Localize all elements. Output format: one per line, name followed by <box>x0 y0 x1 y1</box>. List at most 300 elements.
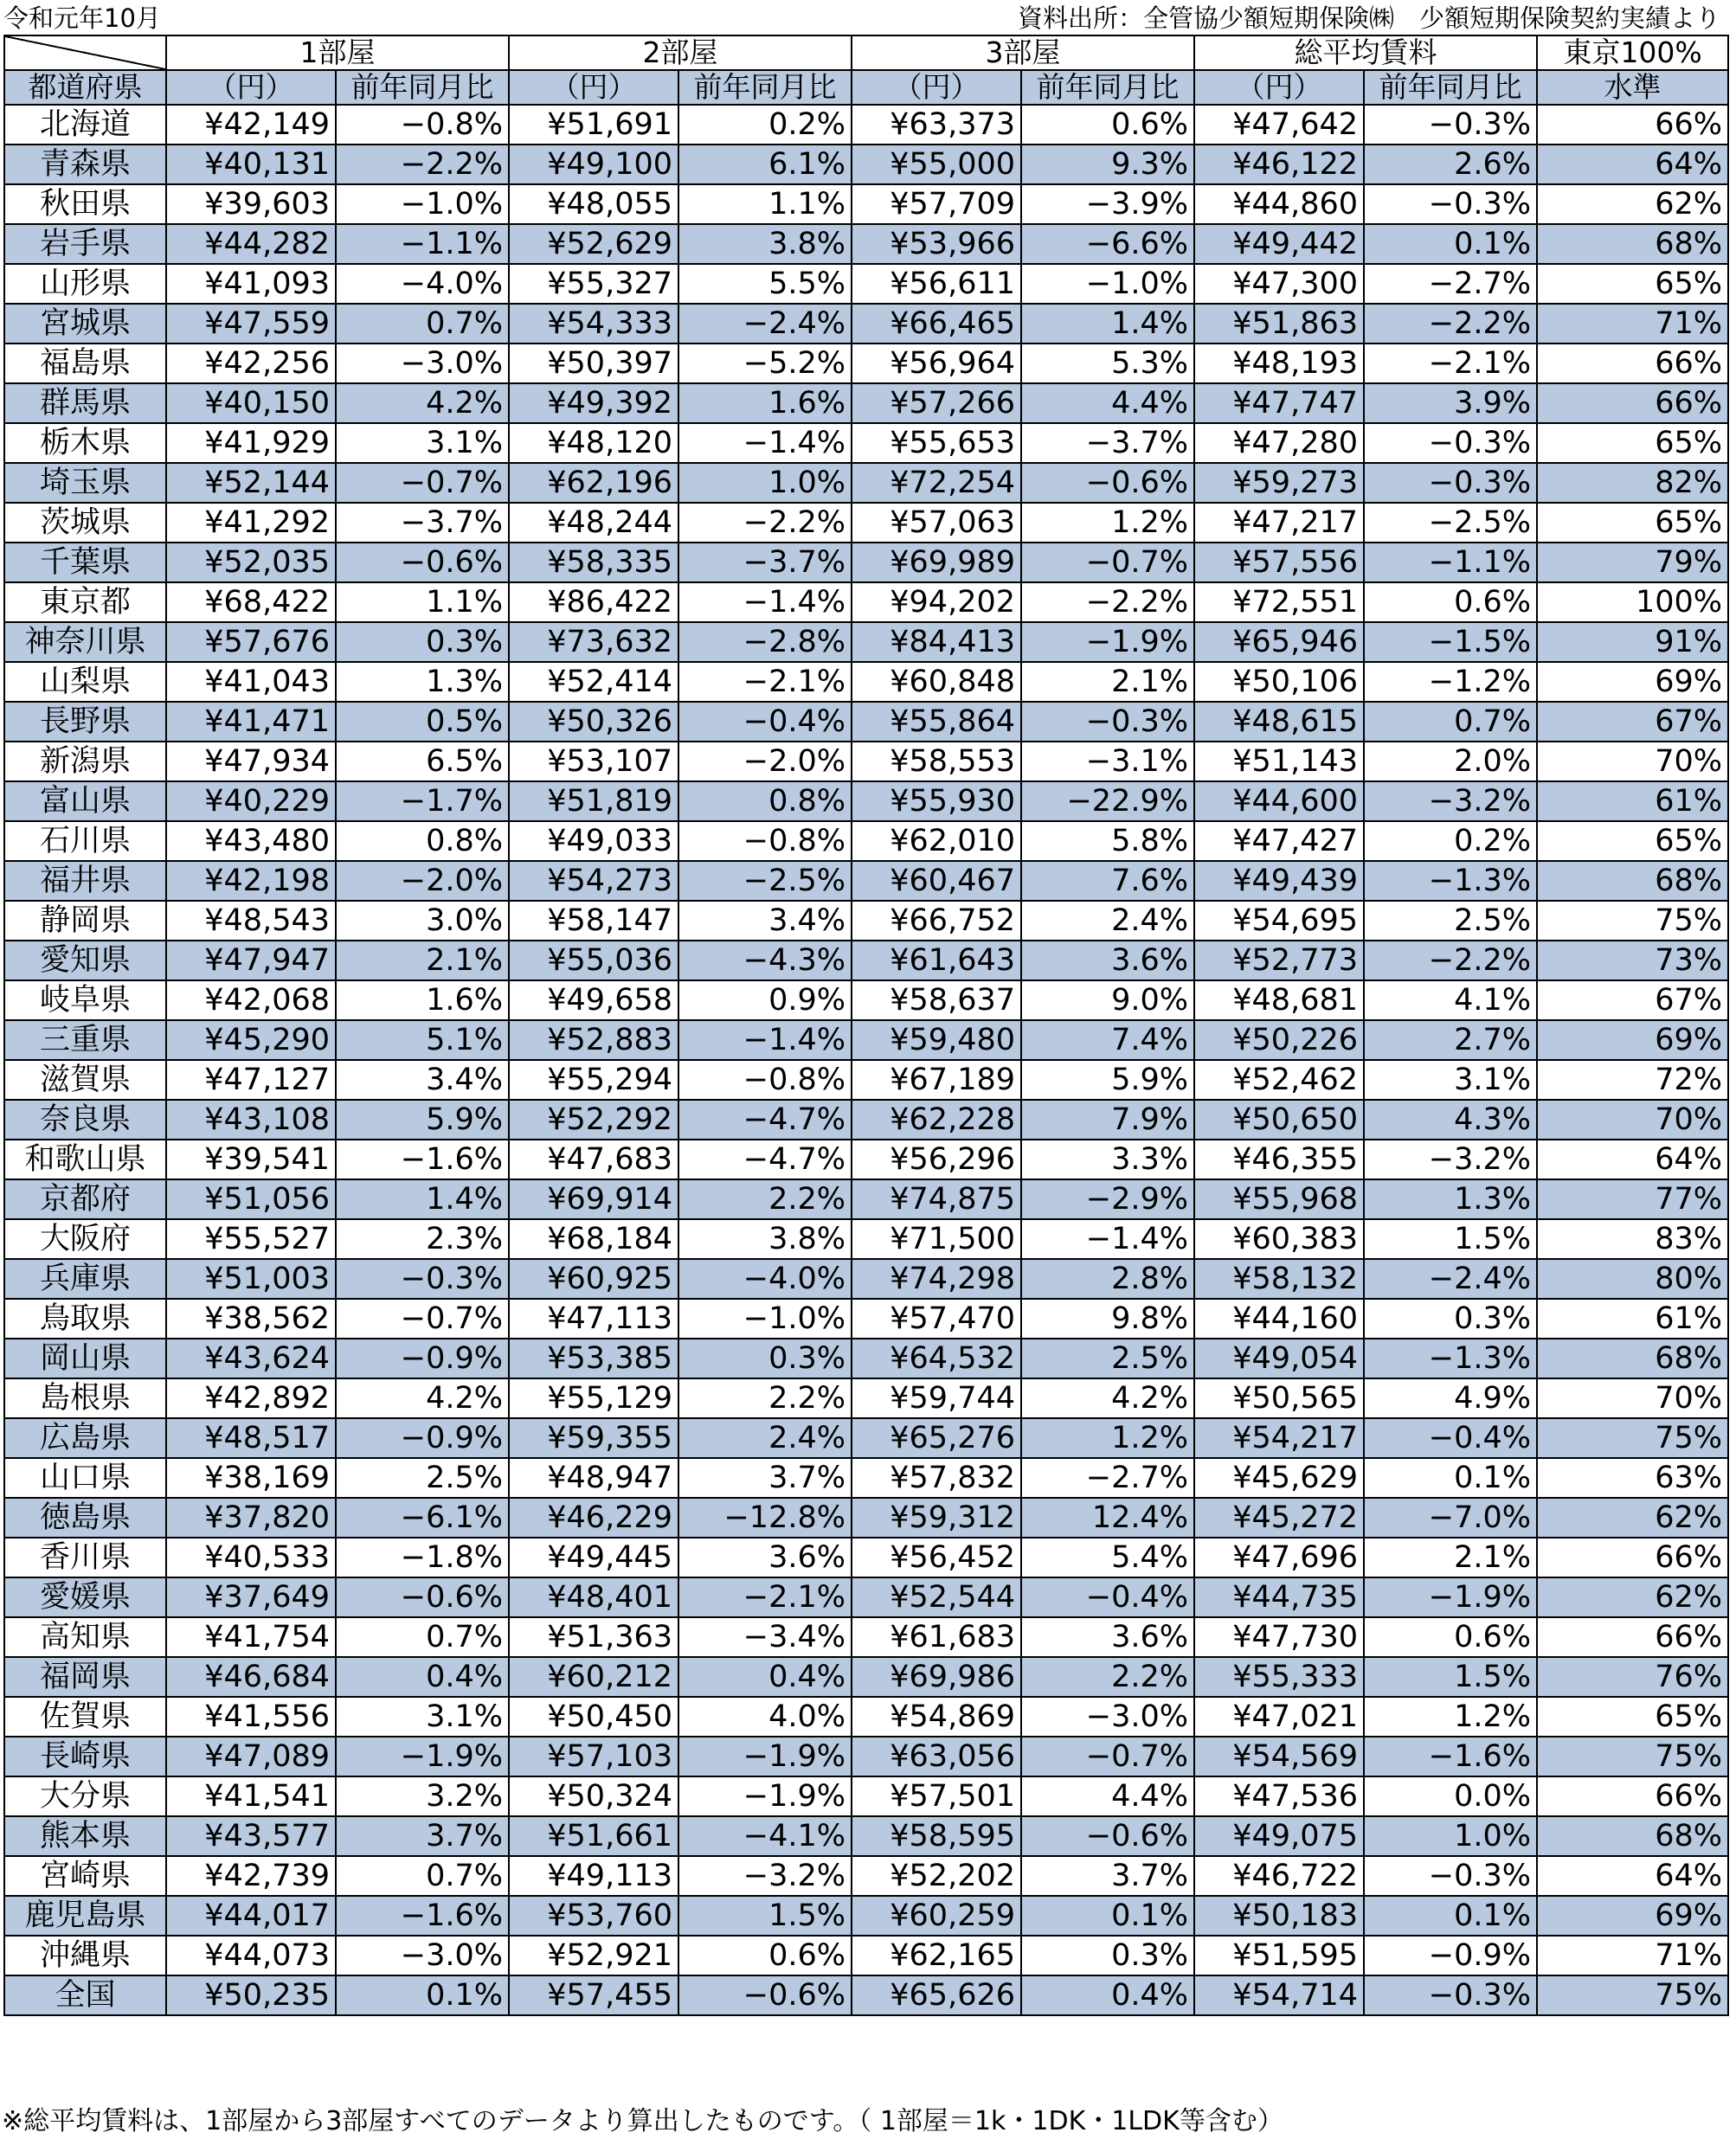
rent-1room-cell: ¥42,068 <box>166 980 336 1020</box>
rent-2room-cell: ¥58,147 <box>509 901 678 941</box>
prefecture-cell: 山形県 <box>4 264 166 304</box>
table-row <box>4 702 1728 742</box>
rent-average-cell: ¥51,143 <box>1194 742 1364 781</box>
yoy-2room-cell: −1.9% <box>678 1737 852 1776</box>
rent-2room-cell: ¥53,385 <box>509 1339 678 1378</box>
table-row <box>4 1259 1728 1299</box>
yoy-2room-cell: 1.0% <box>678 463 852 503</box>
yoy-2room-cell: 2.2% <box>678 1378 852 1418</box>
rent-2room-cell: ¥48,120 <box>509 423 678 463</box>
rent-2room-cell: ¥86,422 <box>509 582 678 622</box>
rent-average-cell: ¥46,722 <box>1194 1856 1364 1896</box>
rent-3room-cell: ¥62,010 <box>852 821 1021 861</box>
table-row <box>4 543 1728 582</box>
prefecture-cell: 高知県 <box>4 1617 166 1657</box>
yoy-average-cell: −7.0% <box>1364 1498 1537 1538</box>
yoy-2room-cell: 6.1% <box>678 145 852 184</box>
yoy-1room-cell: −1.0% <box>336 184 509 224</box>
prefecture-cell: 神奈川県 <box>4 622 166 662</box>
prefecture-cell: 静岡県 <box>4 901 166 941</box>
yoy-3room-cell: −3.7% <box>1021 423 1194 463</box>
rent-average-cell: ¥54,217 <box>1194 1418 1364 1458</box>
rent-1room-cell: ¥45,290 <box>166 1020 336 1060</box>
rent-2room-cell: ¥52,414 <box>509 662 678 702</box>
prefecture-cell: 和歌山県 <box>4 1140 166 1179</box>
yoy-2room-cell: −4.7% <box>678 1100 852 1140</box>
yoy-2room-cell: −3.7% <box>678 543 852 582</box>
prefecture-cell: 奈良県 <box>4 1100 166 1140</box>
prefecture-cell: 兵庫県 <box>4 1259 166 1299</box>
yoy-3room-cell: −3.1% <box>1021 742 1194 781</box>
yoy-average-cell: 1.0% <box>1364 1816 1537 1856</box>
table-row <box>4 1020 1728 1060</box>
yoy-2room-cell: 0.9% <box>678 980 852 1020</box>
yoy-3room-cell: 4.4% <box>1021 383 1194 423</box>
yoy-average-cell: 2.5% <box>1364 901 1537 941</box>
rent-2room-cell: ¥49,113 <box>509 1856 678 1896</box>
rent-1room-cell: ¥41,556 <box>166 1697 336 1737</box>
tokyo-level-cell: 71% <box>1537 1936 1728 1975</box>
rent-1room-cell: ¥52,144 <box>166 463 336 503</box>
yoy-average-cell: −2.2% <box>1364 941 1537 980</box>
yen-header: （円） <box>1194 70 1364 105</box>
rent-average-cell: ¥48,193 <box>1194 344 1364 383</box>
rent-average-cell: ¥50,650 <box>1194 1100 1364 1140</box>
table-row <box>4 861 1728 901</box>
rent-3room-cell: ¥65,626 <box>852 1975 1021 2015</box>
yoy-average-cell: 3.9% <box>1364 383 1537 423</box>
prefecture-cell: 福島県 <box>4 344 166 383</box>
yoy-2room-cell: −4.1% <box>678 1816 852 1856</box>
yoy-average-cell: 0.3% <box>1364 1299 1537 1339</box>
rent-3room-cell: ¥65,276 <box>852 1418 1021 1458</box>
yen-header: （円） <box>852 70 1021 105</box>
yoy-2room-cell: −12.8% <box>678 1498 852 1538</box>
yoy-average-cell: −1.3% <box>1364 1339 1537 1378</box>
rent-3room-cell: ¥58,595 <box>852 1816 1021 1856</box>
prefecture-cell: 埼玉県 <box>4 463 166 503</box>
rent-2room-cell: ¥62,196 <box>509 463 678 503</box>
table-row <box>4 264 1728 304</box>
rent-1room-cell: ¥47,934 <box>166 742 336 781</box>
rent-1room-cell: ¥38,562 <box>166 1299 336 1339</box>
yoy-average-cell: 0.1% <box>1364 1458 1537 1498</box>
rent-3room-cell: ¥69,986 <box>852 1657 1021 1697</box>
yoy-2room-cell: 0.3% <box>678 1339 852 1378</box>
rent-average-cell: ¥50,106 <box>1194 662 1364 702</box>
yoy-2room-cell: 3.4% <box>678 901 852 941</box>
table-row <box>4 503 1728 543</box>
rent-3room-cell: ¥56,452 <box>852 1538 1021 1577</box>
tokyo-level-cell: 82% <box>1537 463 1728 503</box>
rent-average-cell: ¥44,160 <box>1194 1299 1364 1339</box>
yoy-3room-cell: −1.4% <box>1021 1219 1194 1259</box>
yoy-3room-cell: 12.4% <box>1021 1498 1194 1538</box>
yoy-1room-cell: 6.5% <box>336 742 509 781</box>
rent-3room-cell: ¥61,683 <box>852 1617 1021 1657</box>
rent-1room-cell: ¥52,035 <box>166 543 336 582</box>
report-header <box>0 0 1736 36</box>
yoy-2room-cell: −2.1% <box>678 1577 852 1617</box>
yoy-3room-cell: 5.9% <box>1021 1060 1194 1100</box>
table-row <box>4 1776 1728 1816</box>
yoy-2room-cell: 1.5% <box>678 1896 852 1936</box>
rent-average-cell: ¥54,569 <box>1194 1737 1364 1776</box>
yoy-1room-cell: −3.7% <box>336 503 509 543</box>
rent-3room-cell: ¥52,202 <box>852 1856 1021 1896</box>
group-header-2room: 2部屋 <box>509 35 852 70</box>
yoy-average-cell: −0.3% <box>1364 463 1537 503</box>
data-source: 資料出所：全管協少額短期保険㈱ 少額短期保険契約実績より <box>1017 3 1720 33</box>
prefecture-cell: 三重県 <box>4 1020 166 1060</box>
tokyo-level-cell: 64% <box>1537 145 1728 184</box>
rent-1room-cell: ¥38,169 <box>166 1458 336 1498</box>
yoy-average-cell: 1.3% <box>1364 1179 1537 1219</box>
rent-average-cell: ¥47,427 <box>1194 821 1364 861</box>
yoy-average-cell: 2.7% <box>1364 1020 1537 1060</box>
tokyo-level-cell: 66% <box>1537 1617 1728 1657</box>
rent-average-cell: ¥45,272 <box>1194 1498 1364 1538</box>
yoy-1room-cell: 0.1% <box>336 1975 509 2015</box>
yoy-1room-cell: −2.0% <box>336 861 509 901</box>
prefecture-cell: 愛知県 <box>4 941 166 980</box>
rent-1room-cell: ¥57,676 <box>166 622 336 662</box>
prefecture-cell: 長崎県 <box>4 1737 166 1776</box>
rent-1room-cell: ¥39,603 <box>166 184 336 224</box>
yoy-header: 前年同月比 <box>678 70 852 105</box>
yoy-3room-cell: 9.0% <box>1021 980 1194 1020</box>
yoy-3room-cell: 0.1% <box>1021 1896 1194 1936</box>
rent-1room-cell: ¥46,684 <box>166 1657 336 1697</box>
rent-3room-cell: ¥62,228 <box>852 1100 1021 1140</box>
rent-1room-cell: ¥40,229 <box>166 781 336 821</box>
report-date: 令和元年10月 <box>3 3 161 33</box>
yoy-2room-cell: 3.7% <box>678 1458 852 1498</box>
yoy-2room-cell: 0.4% <box>678 1657 852 1697</box>
yoy-1room-cell: 3.1% <box>336 423 509 463</box>
yoy-2room-cell: 2.2% <box>678 1179 852 1219</box>
yoy-average-cell: 0.6% <box>1364 582 1537 622</box>
yoy-2room-cell: −3.2% <box>678 1856 852 1896</box>
table-row <box>4 1378 1728 1418</box>
yoy-3room-cell: −3.9% <box>1021 184 1194 224</box>
yoy-2room-cell: −0.8% <box>678 821 852 861</box>
prefecture-cell: 石川県 <box>4 821 166 861</box>
yoy-1room-cell: 5.1% <box>336 1020 509 1060</box>
prefecture-cell: 山口県 <box>4 1458 166 1498</box>
yoy-average-cell: −2.7% <box>1364 264 1537 304</box>
yoy-average-cell: 0.1% <box>1364 1896 1537 1936</box>
footnote: ※総平均賃料は、1部屋から3部屋すべてのデータより算出したものです。（ 1部屋＝1k・1DK・1LDK等含む） <box>2 2106 1283 2136</box>
rent-3room-cell: ¥57,470 <box>852 1299 1021 1339</box>
rent-average-cell: ¥47,300 <box>1194 264 1364 304</box>
yoy-3room-cell: 4.4% <box>1021 1776 1194 1816</box>
rent-1room-cell: ¥40,131 <box>166 145 336 184</box>
table-row <box>4 1697 1728 1737</box>
rent-3room-cell: ¥55,000 <box>852 145 1021 184</box>
rent-2room-cell: ¥54,333 <box>509 304 678 344</box>
yoy-average-cell: −2.4% <box>1364 1259 1537 1299</box>
yoy-average-cell: −0.3% <box>1364 1856 1537 1896</box>
yoy-2room-cell: 3.8% <box>678 1219 852 1259</box>
yoy-3room-cell: 0.3% <box>1021 1936 1194 1975</box>
rent-average-cell: ¥47,747 <box>1194 383 1364 423</box>
table-row <box>4 344 1728 383</box>
rent-3room-cell: ¥67,189 <box>852 1060 1021 1100</box>
rent-1room-cell: ¥43,108 <box>166 1100 336 1140</box>
yoy-2room-cell: −0.8% <box>678 1060 852 1100</box>
header-row-units <box>4 70 1728 105</box>
table-row <box>4 901 1728 941</box>
rent-average-cell: ¥55,333 <box>1194 1657 1364 1697</box>
rent-1room-cell: ¥41,541 <box>166 1776 336 1816</box>
rent-2room-cell: ¥58,335 <box>509 543 678 582</box>
rent-2room-cell: ¥55,327 <box>509 264 678 304</box>
prefecture-cell: 佐賀県 <box>4 1697 166 1737</box>
yoy-1room-cell: −0.9% <box>336 1418 509 1458</box>
prefecture-cell: 茨城県 <box>4 503 166 543</box>
yoy-1room-cell: 4.2% <box>336 1378 509 1418</box>
yoy-3room-cell: −3.0% <box>1021 1697 1194 1737</box>
yoy-2room-cell: −0.6% <box>678 1975 852 2015</box>
rent-1room-cell: ¥41,292 <box>166 503 336 543</box>
rent-3room-cell: ¥72,254 <box>852 463 1021 503</box>
yoy-average-cell: −0.9% <box>1364 1936 1537 1975</box>
prefecture-cell: 北海道 <box>4 105 166 145</box>
rent-3room-cell: ¥58,553 <box>852 742 1021 781</box>
rent-2room-cell: ¥48,244 <box>509 503 678 543</box>
rent-1room-cell: ¥42,256 <box>166 344 336 383</box>
table-row <box>4 224 1728 264</box>
tokyo-level-cell: 67% <box>1537 702 1728 742</box>
table-row <box>4 622 1728 662</box>
rent-3room-cell: ¥60,467 <box>852 861 1021 901</box>
rent-2room-cell: ¥48,947 <box>509 1458 678 1498</box>
rent-1room-cell: ¥48,517 <box>166 1418 336 1458</box>
yoy-2room-cell: −1.4% <box>678 582 852 622</box>
table-row <box>4 1538 1728 1577</box>
rent-2room-cell: ¥51,819 <box>509 781 678 821</box>
yoy-header: 前年同月比 <box>336 70 509 105</box>
rent-3room-cell: ¥59,744 <box>852 1378 1021 1418</box>
tokyo-level-cell: 68% <box>1537 224 1728 264</box>
prefecture-header: 都道府県 <box>4 70 166 105</box>
yoy-3room-cell: 5.8% <box>1021 821 1194 861</box>
yoy-3room-cell: −0.3% <box>1021 702 1194 742</box>
yoy-average-cell: 4.1% <box>1364 980 1537 1020</box>
yoy-3room-cell: −6.6% <box>1021 224 1194 264</box>
prefecture-cell: 千葉県 <box>4 543 166 582</box>
table-row <box>4 1896 1728 1936</box>
yoy-1room-cell: −0.3% <box>336 1259 509 1299</box>
tokyo-level-cell: 75% <box>1537 1418 1728 1458</box>
yoy-average-cell: −0.3% <box>1364 1975 1537 2015</box>
rent-average-cell: ¥59,273 <box>1194 463 1364 503</box>
tokyo-level-cell: 64% <box>1537 1140 1728 1179</box>
yoy-1room-cell: −1.6% <box>336 1896 509 1936</box>
rent-average-cell: ¥47,021 <box>1194 1697 1364 1737</box>
rent-1room-cell: ¥43,480 <box>166 821 336 861</box>
rent-2room-cell: ¥47,113 <box>509 1299 678 1339</box>
yoy-3room-cell: 5.4% <box>1021 1538 1194 1577</box>
group-header-tokyo100: 東京100% <box>1537 35 1728 70</box>
yoy-3room-cell: 1.2% <box>1021 503 1194 543</box>
yoy-3room-cell: 2.5% <box>1021 1339 1194 1378</box>
yoy-3room-cell: 2.1% <box>1021 662 1194 702</box>
yoy-1room-cell: 0.4% <box>336 1657 509 1697</box>
yoy-3room-cell: 4.2% <box>1021 1378 1194 1418</box>
rent-3room-cell: ¥52,544 <box>852 1577 1021 1617</box>
table-row <box>4 383 1728 423</box>
yoy-average-cell: −2.5% <box>1364 503 1537 543</box>
yoy-3room-cell: −0.7% <box>1021 1737 1194 1776</box>
yoy-1room-cell: 0.5% <box>336 702 509 742</box>
rent-3room-cell: ¥64,532 <box>852 1339 1021 1378</box>
rent-average-cell: ¥49,439 <box>1194 861 1364 901</box>
table-row <box>4 582 1728 622</box>
yoy-1room-cell: −1.1% <box>336 224 509 264</box>
yoy-average-cell: 0.7% <box>1364 702 1537 742</box>
rent-1room-cell: ¥48,543 <box>166 901 336 941</box>
rent-average-cell: ¥49,054 <box>1194 1339 1364 1378</box>
prefecture-cell: 宮崎県 <box>4 1856 166 1896</box>
yoy-3room-cell: 2.8% <box>1021 1259 1194 1299</box>
yoy-3room-cell: 0.6% <box>1021 105 1194 145</box>
yoy-3room-cell: −2.7% <box>1021 1458 1194 1498</box>
yoy-3room-cell: 9.3% <box>1021 145 1194 184</box>
tokyo-level-cell: 62% <box>1537 184 1728 224</box>
rent-1room-cell: ¥43,624 <box>166 1339 336 1378</box>
rent-average-cell: ¥44,600 <box>1194 781 1364 821</box>
tokyo-level-cell: 80% <box>1537 1259 1728 1299</box>
rent-2room-cell: ¥49,658 <box>509 980 678 1020</box>
yoy-3room-cell: 3.7% <box>1021 1856 1194 1896</box>
yoy-2room-cell: 0.2% <box>678 105 852 145</box>
yoy-average-cell: −0.3% <box>1364 105 1537 145</box>
yoy-3room-cell: 2.2% <box>1021 1657 1194 1697</box>
tokyo-level-cell: 65% <box>1537 264 1728 304</box>
yoy-average-cell: −0.4% <box>1364 1418 1537 1458</box>
yoy-3room-cell: 1.4% <box>1021 304 1194 344</box>
yoy-header: 前年同月比 <box>1021 70 1194 105</box>
tokyo-level-cell: 61% <box>1537 781 1728 821</box>
tokyo-level-cell: 75% <box>1537 1975 1728 2015</box>
prefecture-cell: 新潟県 <box>4 742 166 781</box>
yoy-2room-cell: 3.6% <box>678 1538 852 1577</box>
rent-2room-cell: ¥55,036 <box>509 941 678 980</box>
rent-2room-cell: ¥50,326 <box>509 702 678 742</box>
rent-average-cell: ¥55,968 <box>1194 1179 1364 1219</box>
yoy-1room-cell: 1.1% <box>336 582 509 622</box>
tokyo-level-cell: 77% <box>1537 1179 1728 1219</box>
tokyo-level-cell: 66% <box>1537 344 1728 383</box>
prefecture-cell: 青森県 <box>4 145 166 184</box>
yoy-average-cell: 0.1% <box>1364 224 1537 264</box>
yoy-3room-cell: −0.4% <box>1021 1577 1194 1617</box>
prefecture-cell: 島根県 <box>4 1378 166 1418</box>
tokyo-level-cell: 62% <box>1537 1577 1728 1617</box>
yoy-average-cell: 2.0% <box>1364 742 1537 781</box>
yoy-2room-cell: 4.0% <box>678 1697 852 1737</box>
prefecture-cell: 東京都 <box>4 582 166 622</box>
rent-2room-cell: ¥53,760 <box>509 1896 678 1936</box>
rent-3room-cell: ¥74,298 <box>852 1259 1021 1299</box>
rent-1room-cell: ¥47,089 <box>166 1737 336 1776</box>
yoy-2room-cell: −1.0% <box>678 1299 852 1339</box>
rent-3room-cell: ¥57,709 <box>852 184 1021 224</box>
corner-cell <box>4 35 166 70</box>
table-row <box>4 1140 1728 1179</box>
rent-3room-cell: ¥94,202 <box>852 582 1021 622</box>
rent-3room-cell: ¥66,752 <box>852 901 1021 941</box>
yoy-average-cell: 0.0% <box>1364 1776 1537 1816</box>
rent-average-cell: ¥44,735 <box>1194 1577 1364 1617</box>
yoy-1room-cell: 0.3% <box>336 622 509 662</box>
tokyo-level-cell: 65% <box>1537 1697 1728 1737</box>
yoy-1room-cell: −1.9% <box>336 1737 509 1776</box>
prefecture-cell: 群馬県 <box>4 383 166 423</box>
yoy-average-cell: 4.9% <box>1364 1378 1537 1418</box>
rent-1room-cell: ¥51,056 <box>166 1179 336 1219</box>
rent-1room-cell: ¥41,471 <box>166 702 336 742</box>
prefecture-cell: 福井県 <box>4 861 166 901</box>
yen-header: （円） <box>166 70 336 105</box>
tokyo-level-cell: 68% <box>1537 861 1728 901</box>
rent-2room-cell: ¥50,324 <box>509 1776 678 1816</box>
prefecture-cell: 愛媛県 <box>4 1577 166 1617</box>
yoy-3room-cell: 9.8% <box>1021 1299 1194 1339</box>
tokyo-level-cell: 69% <box>1537 1020 1728 1060</box>
tokyo-level-cell: 91% <box>1537 622 1728 662</box>
rent-average-cell: ¥49,075 <box>1194 1816 1364 1856</box>
table-row <box>4 304 1728 344</box>
rent-3room-cell: ¥63,056 <box>852 1737 1021 1776</box>
rent-3room-cell: ¥69,989 <box>852 543 1021 582</box>
rent-2room-cell: ¥69,914 <box>509 1179 678 1219</box>
rent-2room-cell: ¥49,100 <box>509 145 678 184</box>
rent-average-cell: ¥54,695 <box>1194 901 1364 941</box>
rent-3room-cell: ¥57,501 <box>852 1776 1021 1816</box>
tokyo-level-cell: 75% <box>1537 1737 1728 1776</box>
table-row <box>4 105 1728 145</box>
yoy-2room-cell: −2.4% <box>678 304 852 344</box>
rent-1room-cell: ¥44,017 <box>166 1896 336 1936</box>
rent-average-cell: ¥46,355 <box>1194 1140 1364 1179</box>
rent-3room-cell: ¥55,653 <box>852 423 1021 463</box>
yoy-average-cell: −2.1% <box>1364 344 1537 383</box>
rent-1room-cell: ¥47,947 <box>166 941 336 980</box>
prefecture-cell: 岐阜県 <box>4 980 166 1020</box>
prefecture-cell: 大阪府 <box>4 1219 166 1259</box>
yoy-average-cell: −1.2% <box>1364 662 1537 702</box>
rent-average-cell: ¥47,217 <box>1194 503 1364 543</box>
rent-3room-cell: ¥57,266 <box>852 383 1021 423</box>
rent-3room-cell: ¥59,312 <box>852 1498 1021 1538</box>
table-row <box>4 1816 1728 1856</box>
yoy-average-cell: −1.9% <box>1364 1577 1537 1617</box>
yoy-2room-cell: −2.0% <box>678 742 852 781</box>
tokyo-level-cell: 67% <box>1537 980 1728 1020</box>
rent-2room-cell: ¥51,661 <box>509 1816 678 1856</box>
rent-2room-cell: ¥68,184 <box>509 1219 678 1259</box>
rent-1room-cell: ¥55,527 <box>166 1219 336 1259</box>
tokyo-level-cell: 71% <box>1537 304 1728 344</box>
yoy-1room-cell: 3.1% <box>336 1697 509 1737</box>
yoy-average-cell: 1.2% <box>1364 1697 1537 1737</box>
table-body <box>4 105 1728 2015</box>
table-row <box>4 821 1728 861</box>
table-row <box>4 145 1728 184</box>
